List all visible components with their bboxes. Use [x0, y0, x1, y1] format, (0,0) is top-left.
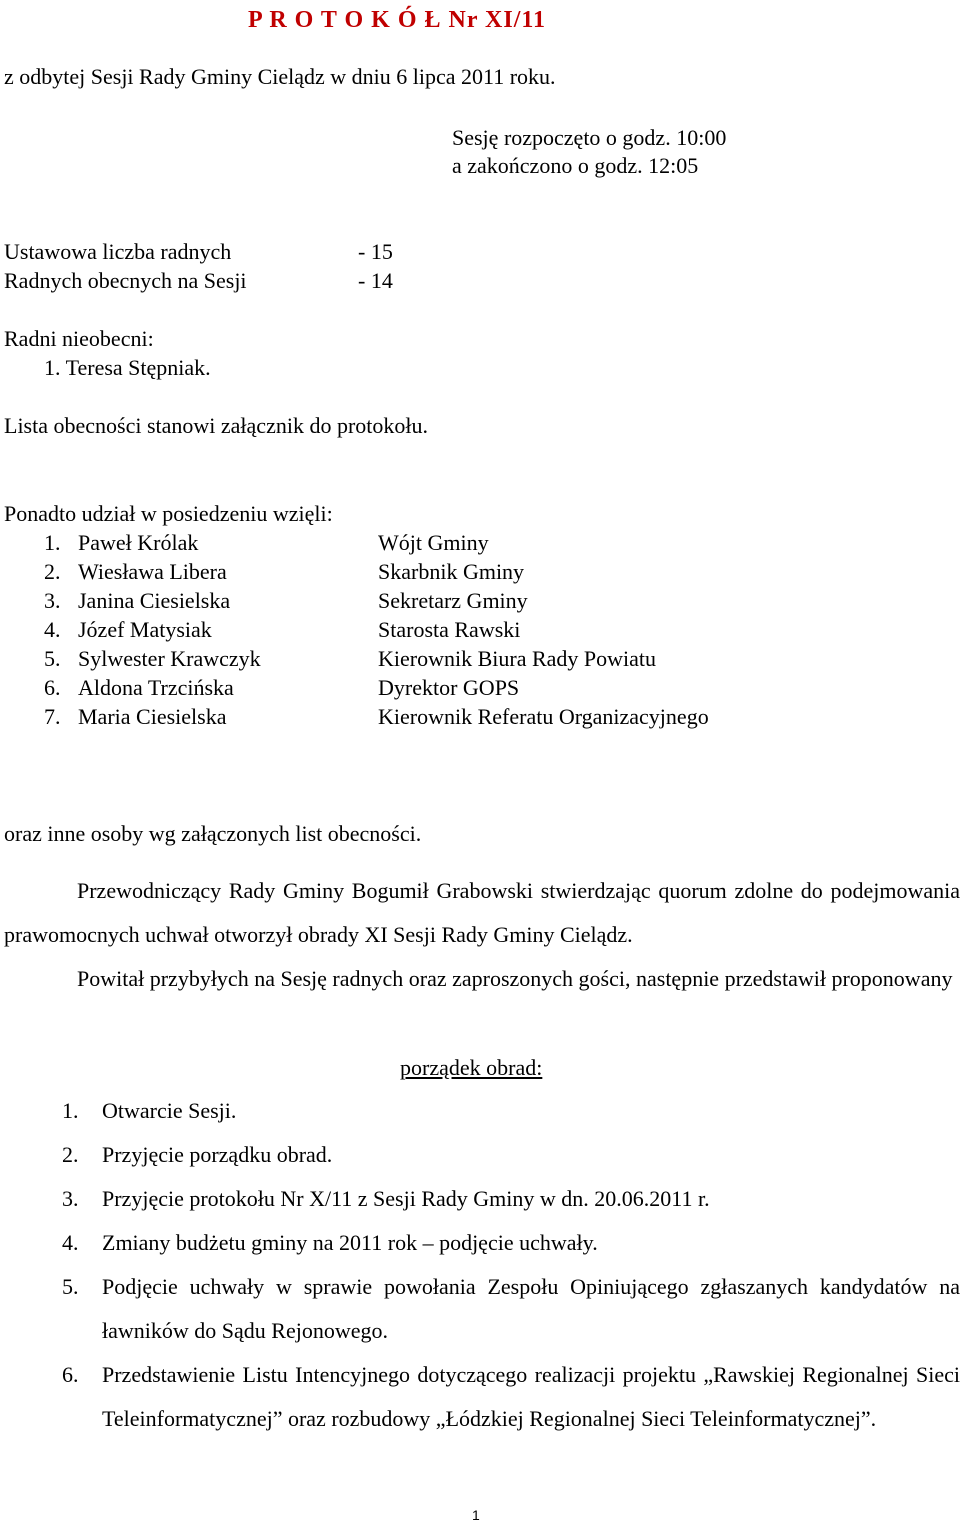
participant-name: Józef Matysiak [78, 617, 212, 642]
agenda-item-number: 5. [62, 1274, 79, 1299]
welcome-paragraph: Powitał przybyłych na Sesję radnych oraz zaproszonych gości, następnie przedstawił proponowany [77, 966, 953, 991]
attendance-note: Lista obecności stanowi załącznik do protokołu. [4, 413, 428, 438]
agenda-item-text: Przyjęcie porządku obrad. [102, 1142, 333, 1167]
participant-role: Dyrektor GOPS [378, 675, 520, 700]
agenda-item-text: Przyjęcie protokołu Nr X/11 z Sesji Rady Gminy w dn. 20.06.2011 r. [102, 1186, 710, 1211]
session-end: a zakończono o godz. 12:05 [452, 153, 699, 178]
agenda-item [62, 1177, 960, 1221]
others-note: oraz inne osoby wg załączonych list obecności. [4, 821, 422, 846]
document-title: P R O T O K Ó Ł Nr XI/11 [248, 7, 547, 33]
agenda-item-text: Podjęcie uchwały w sprawie powołania Zespołu Opiniującego zgłaszanych kandydatów na ławników do Sądu Rejonowego. [102, 1274, 960, 1343]
participant-role: Skarbnik Gminy [378, 559, 525, 584]
participant-name: Janina Ciesielska [78, 588, 231, 613]
agenda-item-number: 4. [62, 1230, 79, 1255]
statutory-count-value: - 15 [358, 239, 393, 264]
participant-number: 3. [44, 588, 61, 613]
participant-number: 5. [44, 646, 61, 671]
participant-name: Paweł Królak [78, 530, 199, 555]
participants-heading: Ponadto udział w posiedzeniu wzięli: [4, 501, 333, 526]
agenda-item [62, 1221, 960, 1265]
participant-role: Wójt Gminy [378, 530, 489, 555]
agenda-item-text: Zmiany budżetu gminy na 2011 rok – podjęcie uchwały. [102, 1230, 598, 1255]
participant-number: 4. [44, 617, 61, 642]
participant-role: Starosta Rawski [378, 617, 521, 642]
agenda-item [62, 1089, 960, 1133]
session-start: Sesję rozpoczęto o godz. 10:00 [452, 125, 727, 150]
statutory-count-label: Ustawowa liczba radnych [4, 239, 232, 264]
participant-name: Sylwester Krawczyk [78, 646, 261, 671]
agenda-item-text: Otwarcie Sesji. [102, 1098, 237, 1123]
agenda-item-number: 2. [62, 1142, 79, 1167]
agenda-list [62, 1089, 960, 1441]
agenda-item [62, 1353, 960, 1441]
participant-role: Kierownik Referatu Organizacyjnego [378, 704, 709, 729]
page-number: 1 [472, 1507, 480, 1523]
participant-number: 7. [44, 704, 61, 729]
agenda-item-number: 6. [62, 1362, 79, 1387]
participant-name: Aldona Trzcińska [78, 675, 234, 700]
agenda-item [62, 1265, 960, 1353]
document-subtitle: z odbytej Sesji Rady Gminy Cielądz w dniu 6 lipca 2011 roku. [4, 64, 556, 89]
absent-item: 1. Teresa Stępniak. [44, 355, 211, 380]
agenda-heading: porządek obrad: [400, 1055, 543, 1080]
opening-paragraph: Przewodniczący Rady Gminy Bogumił Grabowski stwierdzając quorum zdolne do podejmowania prawomocnych uchwał otworzył obrady XI Sesji Rady Gminy Cielądz. [4, 878, 960, 947]
agenda-item-number: 1. [62, 1098, 79, 1123]
participant-number: 6. [44, 675, 61, 700]
participant-role: Sekretarz Gminy [378, 588, 528, 613]
absent-heading: Radni nieobecni: [4, 326, 154, 351]
present-count-value: - 14 [358, 268, 393, 293]
agenda-item [62, 1133, 960, 1177]
agenda-item-text: Przedstawienie Listu Intencyjnego dotyczącego realizacji projektu „Rawskiej Regionalnej Sieci Teleinformatycznej” oraz rozbudowy „Łódzkiej Regionalnej Sieci Teleinformatycznej”. [102, 1362, 960, 1431]
agenda-item-number: 3. [62, 1186, 79, 1211]
present-count-label: Radnych obecnych na Sesji [4, 268, 247, 293]
participant-number: 2. [44, 559, 61, 584]
participant-role: Kierownik Biura Rady Powiatu [378, 646, 657, 671]
participant-number: 1. [44, 530, 61, 555]
participant-name: Wiesława Libera [78, 559, 227, 584]
participant-name: Maria Ciesielska [78, 704, 227, 729]
